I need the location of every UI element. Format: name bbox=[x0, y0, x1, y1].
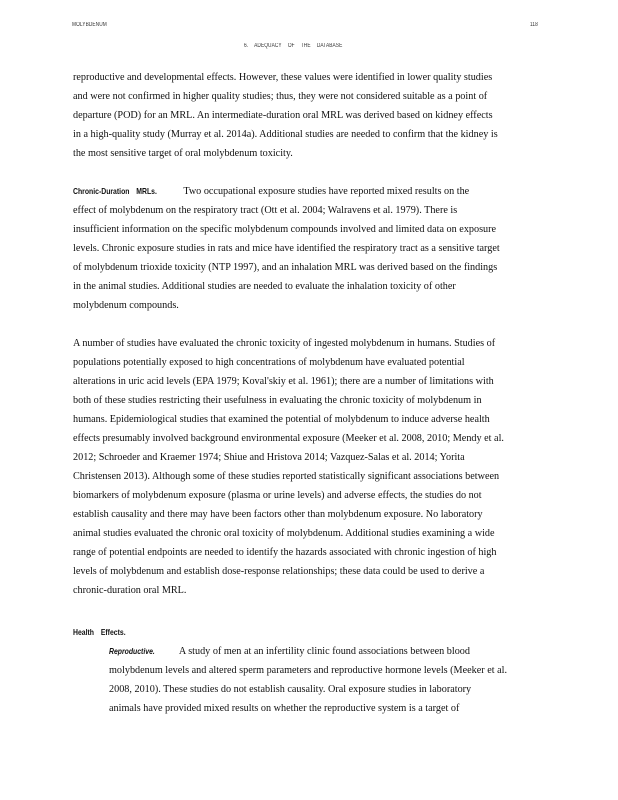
health-effects-heading: Health Effects. bbox=[73, 627, 126, 637]
paragraph-reproductive bbox=[109, 642, 569, 718]
text-line: A study of men at an infertility clinic found associations between blood bbox=[178, 646, 470, 657]
running-header-title: MOLYBDENUM bbox=[72, 22, 107, 28]
text-line: molybdenum compounds. bbox=[73, 300, 179, 311]
text-line: in the animal studies. Additional studies are needed to evaluate the inhalation toxicity of other bbox=[73, 281, 456, 292]
chapter-heading: 6. ADEQUACY OF THE DATABASE bbox=[244, 43, 343, 49]
paragraph-intermediate-mrl bbox=[73, 68, 563, 163]
paragraph-chronic-mrls bbox=[73, 182, 563, 315]
text-line: animals have provided mixed results on whether the reproductive system is a target of bbox=[109, 703, 460, 714]
text-line: the most sensitive target of oral molybdenum toxicity. bbox=[73, 148, 293, 159]
text-line: insufficient information on the specific molybdenum compounds involved and limited data on exposure bbox=[73, 224, 497, 235]
text-line: effect of molybdenum on the respiratory tract (Ott et al. 2004; Walravens et al. 1979). There is bbox=[73, 205, 458, 216]
text-line: Two occupational exposure studies have reported mixed results on the bbox=[183, 186, 470, 197]
text-line: levels of molybdenum and establish dose-response relationships; these data could be used to derive a bbox=[73, 566, 485, 577]
paragraph-chronic-oral-toxicity bbox=[73, 334, 563, 600]
text-line-first bbox=[109, 642, 569, 661]
text-line: 2008, 2010). These studies do not establish causality. Oral exposure studies in laboratory bbox=[109, 684, 472, 695]
section-heading-chronic-mrls: Chronic-Duration MRLs. bbox=[73, 186, 157, 196]
text-line: biomarkers of molybdenum exposure (plasma or urine levels) and adverse effects, the studies do not bbox=[73, 490, 482, 501]
text-line: establish causality and there may have been factors other than molybdenum exposure. No laboratory bbox=[73, 509, 483, 520]
text-line: animal studies evaluated the chronic oral toxicity of molybdenum. Additional studies examining a wide bbox=[73, 528, 495, 539]
text-line: range of potential endpoints are needed to identify the hazards associated with chronic ingestion of high bbox=[73, 547, 497, 558]
text-line: 2012; Schroeder and Kraemer 1974; Shiue and Hristova 2014; Vazquez-Salas et al. 2014; Yorita bbox=[73, 452, 465, 463]
text-line: molybdenum levels and altered sperm parameters and reproductive hormone levels (Meeker et al. bbox=[109, 665, 508, 676]
text-line: both of these studies restricting their usefulness in evaluating the chronic toxicity of molybdenum in bbox=[73, 395, 482, 406]
text-line: reproductive and developmental effects. However, these values were identified in lower quality studies bbox=[73, 72, 493, 83]
text-line: of molybdenum trioxide toxicity (NTP 1997), and an inhalation MRL was derived based on the findings bbox=[73, 262, 498, 273]
subheading-reproductive: Reproductive. bbox=[109, 646, 155, 656]
text-line: Christensen 2013). Although some of these studies reported statistically significant associations between bbox=[73, 471, 500, 482]
text-line: populations potentially exposed to high concentrations of molybdenum have evaluated potential bbox=[73, 357, 465, 368]
text-line: in a high-quality study (Murray et al. 2014a). Additional studies are needed to confirm that the kidney is bbox=[73, 129, 498, 140]
text-line-first bbox=[73, 182, 563, 201]
text-line: levels. Chronic exposure studies in rats and mice have identified the respiratory tract as a sensitive target bbox=[73, 243, 500, 254]
text-line: humans. Epidemiological studies that examined the potential of molybdenum to induce adverse health bbox=[73, 414, 490, 425]
page-number: 118 bbox=[530, 22, 538, 28]
section-heading-health-effects bbox=[73, 623, 563, 642]
text-line: chronic-duration oral MRL. bbox=[73, 585, 187, 596]
text-line: and were not confirmed in higher quality studies; thus, they were not considered suitable as a point of bbox=[73, 91, 488, 102]
text-line: A number of studies have evaluated the chronic toxicity of ingested molybdenum in humans. Studies of bbox=[73, 338, 496, 349]
text-line: effects presumably involved background environmental exposure (Meeker et al. 2008, 2010; Mendy et al. bbox=[73, 433, 504, 444]
text-line: departure (POD) for an MRL. An intermediate-duration oral MRL was derived based on kidney effects bbox=[73, 110, 493, 121]
text-line: alterations in uric acid levels (EPA 1979; Koval'skiy et al. 1961); there are a number of limitations with bbox=[73, 376, 494, 387]
